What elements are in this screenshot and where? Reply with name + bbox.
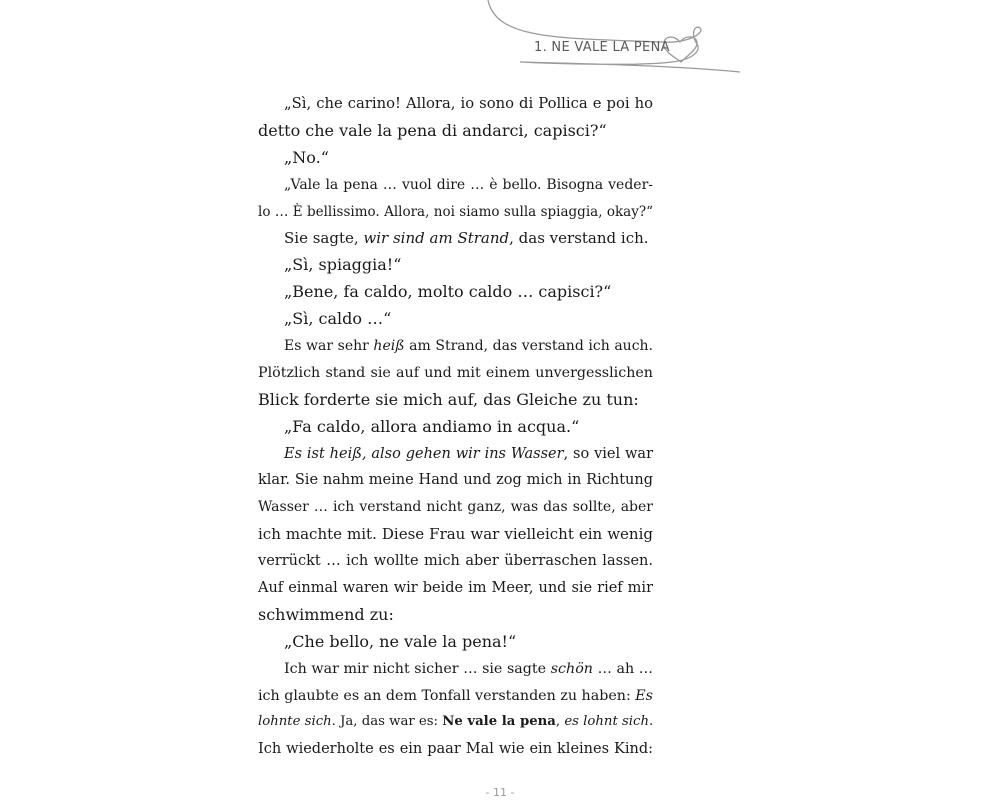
header-swirl-line bbox=[488, 0, 740, 72]
text-line: detto che vale la pena di andarci, capisci?“ bbox=[258, 120, 607, 140]
page-number: - 11 - bbox=[485, 786, 515, 799]
text-line: „Sì, caldo …“ bbox=[284, 309, 392, 329]
text-line: verrückt … ich wollte mich aber überraschen lassen. bbox=[258, 553, 653, 570]
text-line: „Che bello, ne vale la pena!“ bbox=[284, 631, 517, 651]
text-line: ich glaubte es an dem Tonfall verstanden zu haben: Es bbox=[258, 687, 653, 704]
text-line: schwimmend zu: bbox=[258, 604, 394, 624]
text-line: lohnte sich. Ja, das war es: Ne vale la pena, es lohnt sich. bbox=[258, 714, 654, 730]
text-line: Ich wiederholte es ein paar Mal wie ein kleines Kind: bbox=[258, 741, 653, 758]
text-line: Wasser … ich verstand nicht ganz, was das sollte, aber bbox=[258, 499, 653, 516]
text-line: „No.“ bbox=[284, 147, 329, 167]
text-line: klar. Sie nahm meine Hand und zog mich in Richtung bbox=[258, 472, 653, 489]
text-line: „Fa caldo, allora andiamo in acqua.“ bbox=[284, 416, 580, 436]
text-line: Sie sagte, wir sind am Strand, das verstand ich. bbox=[284, 229, 649, 248]
text-line: „Bene, fa caldo, molto caldo … capisci?“ bbox=[284, 282, 612, 302]
text-line: ich machte mit. Diese Frau war vielleicht ein wenig bbox=[258, 525, 653, 544]
text-line: Es ist heiß, also gehen wir ins Wasser, so viel war bbox=[284, 445, 653, 462]
text-line: „Sì, spiaggia!“ bbox=[284, 255, 402, 275]
text-line: Blick forderte sie mich auf, das Gleiche zu tun: bbox=[258, 389, 639, 409]
chapter-title: 1. NE VALE LA PENA bbox=[534, 40, 670, 55]
text-line: lo … È bellissimo. Allora, noi siamo sulla spiaggia, okay?“ bbox=[258, 203, 653, 220]
text-line: Es war sehr heiß am Strand, das verstand ich auch. bbox=[284, 338, 653, 355]
text-line: „Vale la pena … vuol dire … è bello. Bisogna veder- bbox=[284, 176, 653, 193]
header-ornament bbox=[0, 0, 1000, 90]
text-line: Auf einmal waren wir beide im Meer, und sie rief mir bbox=[258, 580, 653, 597]
text-line: Ich war mir nicht sicher … sie sagte schön … ah … bbox=[284, 660, 654, 677]
text-line: Plötzlich stand sie auf und mit einem unvergesslichen bbox=[258, 364, 653, 381]
body-text bbox=[258, 91, 653, 763]
text-line: „Sì, che carino! Allora, io sono di Pollica e poi ho bbox=[284, 95, 653, 112]
